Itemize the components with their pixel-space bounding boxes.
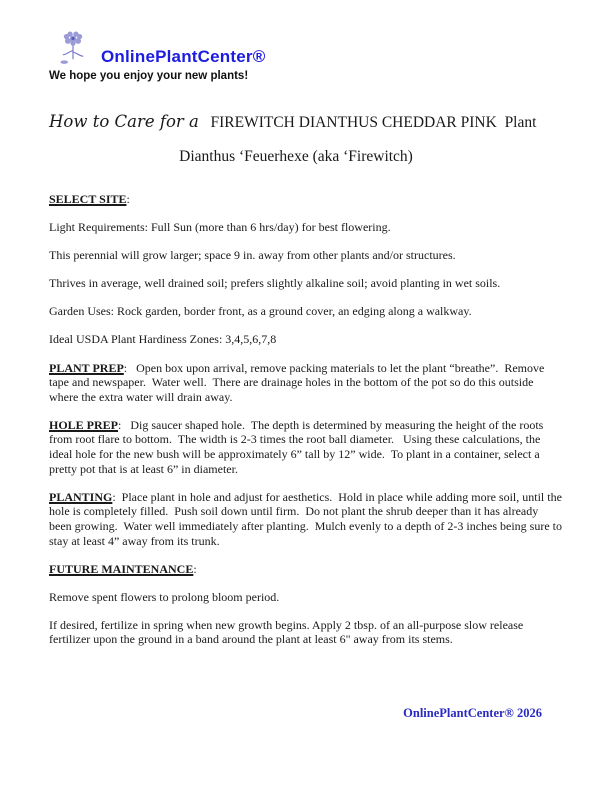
section-planting: PLANTING: Place plant in hole and adjust for aesthetics. Hold in place while adding more soil, until the hole is completely filled. Push soil down until firm. Do not plant the shrub deeper than it has already been growing. Water well immediately after planting. Mulch evenly to a depth of 2-3 inches being sure to stay at least 4” away from its trunk. bbox=[49, 489, 565, 548]
title-block bbox=[49, 112, 563, 166]
document-subtitle: Dianthus ‘Feuerhexe (aka ‘Firewitch) bbox=[179, 148, 413, 165]
paragraph-garden-uses: Garden Uses: Rock garden, border front, as a ground cover, an edging along a walkway. bbox=[49, 304, 472, 319]
document-body bbox=[49, 192, 563, 647]
paragraph-soil: Thrives in average, well drained soil; prefers slightly alkaline soil; avoid planting in wet soils. bbox=[49, 276, 501, 291]
title-gap bbox=[497, 114, 505, 131]
section-hole-prep: HOLE PREP: Dig saucer shaped hole. The depth is determined by measuring the height of the roots from root flare to bottom. The width is 2-3 times the root ball diameter. Using these calculations, the ideal hole for the new bush will be approximately 6” tall by 12” wide. To plant in a container, select a pretty pot that is at least 6” in diameter. bbox=[49, 417, 547, 476]
document-title bbox=[49, 112, 563, 132]
title-suffix: Plant bbox=[504, 114, 537, 131]
paragraph-hardiness-zones: Ideal USDA Plant Hardiness Zones: 3,4,5,6,7,8 bbox=[49, 332, 277, 347]
footer-copyright: OnlinePlantCenter® 2026 bbox=[403, 706, 542, 720]
paragraph-spacing: This perennial will grow larger; space 9 in. away from other plants and/or structures. bbox=[49, 248, 456, 263]
paragraph-light-requirements: Light Requirements: Full Sun (more than 6 hrs/day) for best flowering. bbox=[49, 220, 391, 235]
brand-tagline: We hope you enjoy your new plants! bbox=[49, 70, 249, 82]
title-gap bbox=[199, 114, 211, 131]
brand-name: OnlinePlantCenter® bbox=[101, 47, 266, 66]
section-heading-future-maintenance: FUTURE MAINTENANCE: bbox=[49, 561, 197, 576]
title-plant-name: FIREWITCH DIANTHUS CHEDDAR PINK bbox=[210, 114, 497, 131]
header bbox=[0, 0, 612, 82]
section-plant-prep: PLANT PREP: Open box upon arrival, remove packing materials to let the plant “breathe”. Remove tape and newspaper. Water well. There are drainage holes in the bottom of the pot so do this outside where the extra water will drain away. bbox=[49, 360, 548, 404]
brand-row bbox=[49, 30, 612, 68]
paragraph-fertilize: If desired, fertilize in spring when new growth begins. Apply 2 tbsp. of an all-purpose slow release fertilizer upon the ground in a band around the plant at least 6" away from its stems. bbox=[49, 617, 527, 647]
paragraph-deadhead: Remove spent flowers to prolong bloom period. bbox=[49, 589, 280, 604]
title-script-prefix: How to Care for a bbox=[49, 112, 199, 131]
flower-icon bbox=[55, 30, 91, 68]
section-heading-select-site: SELECT SITE: bbox=[49, 192, 130, 206]
